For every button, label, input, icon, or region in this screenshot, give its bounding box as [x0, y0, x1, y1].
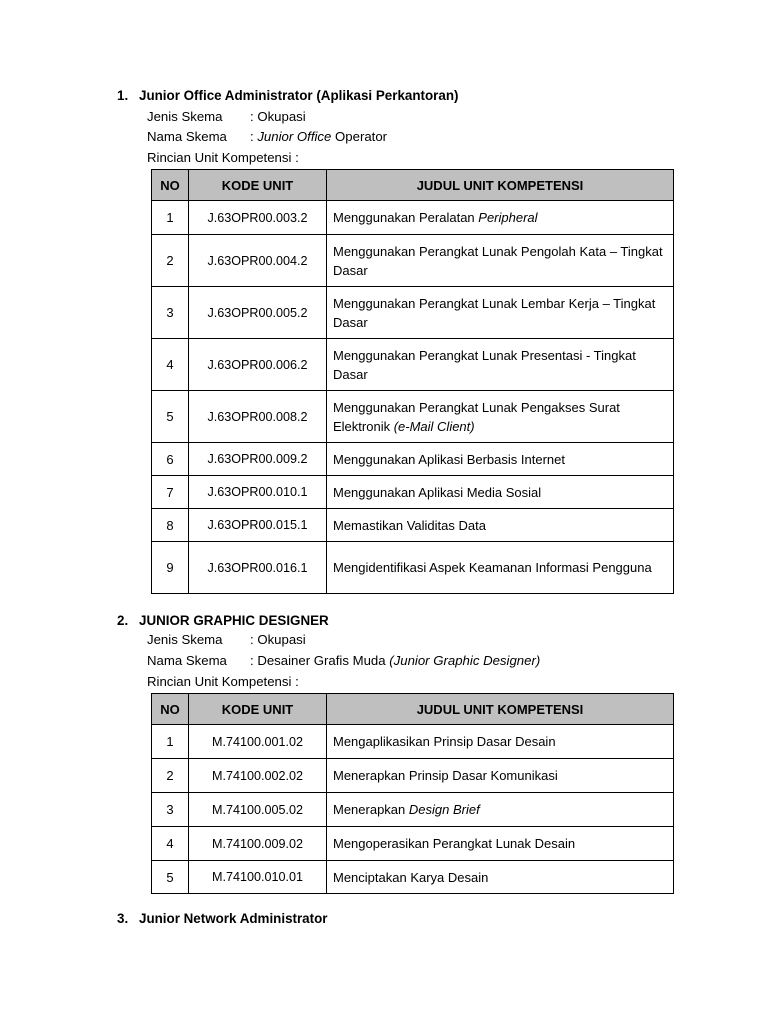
cell-kode-unit: J.63OPR00.003.2: [189, 201, 327, 235]
section-title: Junior Office Administrator (Aplikasi Perkantoran): [139, 88, 459, 103]
table-row: [152, 443, 674, 476]
header-no: NO: [152, 694, 189, 725]
table-header-row: [152, 694, 674, 725]
cell-judul-unit: Menciptakan Karya Desain: [327, 861, 674, 894]
cell-no: 6: [152, 443, 189, 476]
nama-skema-line: [147, 653, 540, 668]
header-no: NO: [152, 170, 189, 201]
nama-skema-label: Nama Skema: [147, 129, 227, 144]
cell-kode-unit: M.74100.001.02: [189, 725, 327, 759]
cell-judul-unit: Mengaplikasikan Prinsip Dasar Desain: [327, 725, 674, 759]
table-row: [152, 793, 674, 827]
table-row: [152, 725, 674, 759]
cell-judul-unit: Menerapkan Prinsip Dasar Komunikasi: [327, 759, 674, 793]
section-number: 2.: [117, 613, 129, 628]
section-1: [0, 88, 768, 598]
table-row: [152, 509, 674, 542]
cell-kode-unit: J.63OPR00.004.2: [189, 235, 327, 287]
cell-no: 3: [152, 793, 189, 827]
jenis-skema-value: : Okupasi: [250, 632, 306, 647]
table-row: [152, 476, 674, 509]
cell-kode-unit: J.63OPR00.010.1: [189, 476, 327, 509]
header-kode-unit: KODE UNIT: [189, 694, 327, 725]
competency-table: [151, 169, 674, 594]
cell-no: 5: [152, 391, 189, 443]
cell-judul-unit: Menggunakan Perangkat Lunak Presentasi - Tingkat Dasar: [327, 339, 674, 391]
cell-no: 7: [152, 476, 189, 509]
cell-kode-unit: M.74100.010.01: [189, 861, 327, 894]
table-row: [152, 391, 674, 443]
table-row: [152, 201, 674, 235]
cell-judul-unit: Menggunakan Perangkat Lunak Pengolah Kata – Tingkat Dasar: [327, 235, 674, 287]
jenis-skema-value: : Okupasi: [250, 109, 306, 124]
cell-no: 8: [152, 509, 189, 542]
nama-skema-value: : Desainer Grafis Muda (Junior Graphic Designer): [250, 653, 541, 668]
cell-kode-unit: J.63OPR00.008.2: [189, 391, 327, 443]
nama-skema-value: : Junior Office Operator: [250, 129, 388, 144]
cell-kode-unit: J.63OPR00.006.2: [189, 339, 327, 391]
cell-no: 4: [152, 339, 189, 391]
cell-kode-unit: J.63OPR00.016.1: [189, 542, 327, 594]
section-heading: [117, 88, 458, 103]
jenis-skema-line: [147, 632, 306, 647]
section-heading: [117, 613, 329, 628]
cell-kode-unit: M.74100.002.02: [189, 759, 327, 793]
cell-no: 4: [152, 827, 189, 861]
cell-judul-unit: Menggunakan Peralatan Peripheral: [327, 201, 674, 235]
cell-judul-unit: Memastikan Validitas Data: [327, 509, 674, 542]
cell-no: 2: [152, 759, 189, 793]
section-heading: [117, 911, 327, 926]
section-number: 1.: [117, 88, 129, 103]
cell-judul-unit: Menggunakan Aplikasi Berbasis Internet: [327, 443, 674, 476]
nama-skema-line: [147, 129, 387, 144]
rincian-label: Rincian Unit Kompetensi :: [147, 150, 299, 165]
section-title: Junior Network Administrator: [139, 911, 328, 926]
jenis-skema-line: [147, 109, 306, 124]
nama-skema-label: Nama Skema: [147, 653, 227, 668]
cell-judul-unit: Menggunakan Aplikasi Media Sosial: [327, 476, 674, 509]
header-kode-unit: KODE UNIT: [189, 170, 327, 201]
cell-kode-unit: J.63OPR00.015.1: [189, 509, 327, 542]
cell-kode-unit: M.74100.005.02: [189, 793, 327, 827]
section-number: 3.: [117, 911, 129, 926]
section-2: [0, 613, 768, 893]
cell-kode-unit: M.74100.009.02: [189, 827, 327, 861]
table-row: [152, 339, 674, 391]
cell-no: 1: [152, 201, 189, 235]
cell-no: 2: [152, 235, 189, 287]
cell-kode-unit: J.63OPR00.009.2: [189, 443, 327, 476]
table-header-row: [152, 170, 674, 201]
jenis-skema-label: Jenis Skema: [147, 632, 223, 647]
table-row: [152, 287, 674, 339]
cell-judul-unit: Mengoperasikan Perangkat Lunak Desain: [327, 827, 674, 861]
competency-table: [151, 693, 674, 894]
cell-no: 9: [152, 542, 189, 594]
cell-no: 1: [152, 725, 189, 759]
cell-no: 5: [152, 861, 189, 894]
table-row: [152, 542, 674, 594]
table-row: [152, 235, 674, 287]
table-row: [152, 861, 674, 894]
cell-judul-unit: Menggunakan Perangkat Lunak Lembar Kerja – Tingkat Dasar: [327, 287, 674, 339]
jenis-skema-label: Jenis Skema: [147, 109, 223, 124]
section-3: [0, 911, 768, 935]
cell-no: 3: [152, 287, 189, 339]
cell-judul-unit: Mengidentifikasi Aspek Keamanan Informasi Pengguna: [327, 542, 674, 594]
header-judul-unit: JUDUL UNIT KOMPETENSI: [327, 170, 674, 201]
cell-judul-unit: Menerapkan Design Brief: [327, 793, 674, 827]
rincian-label: Rincian Unit Kompetensi :: [147, 674, 299, 689]
section-title: JUNIOR GRAPHIC DESIGNER: [139, 613, 329, 628]
cell-kode-unit: J.63OPR00.005.2: [189, 287, 327, 339]
header-judul-unit: JUDUL UNIT KOMPETENSI: [327, 694, 674, 725]
table-row: [152, 827, 674, 861]
table-row: [152, 759, 674, 793]
cell-judul-unit: Menggunakan Perangkat Lunak Pengakses Surat Elektronik (e-Mail Client): [327, 391, 674, 443]
